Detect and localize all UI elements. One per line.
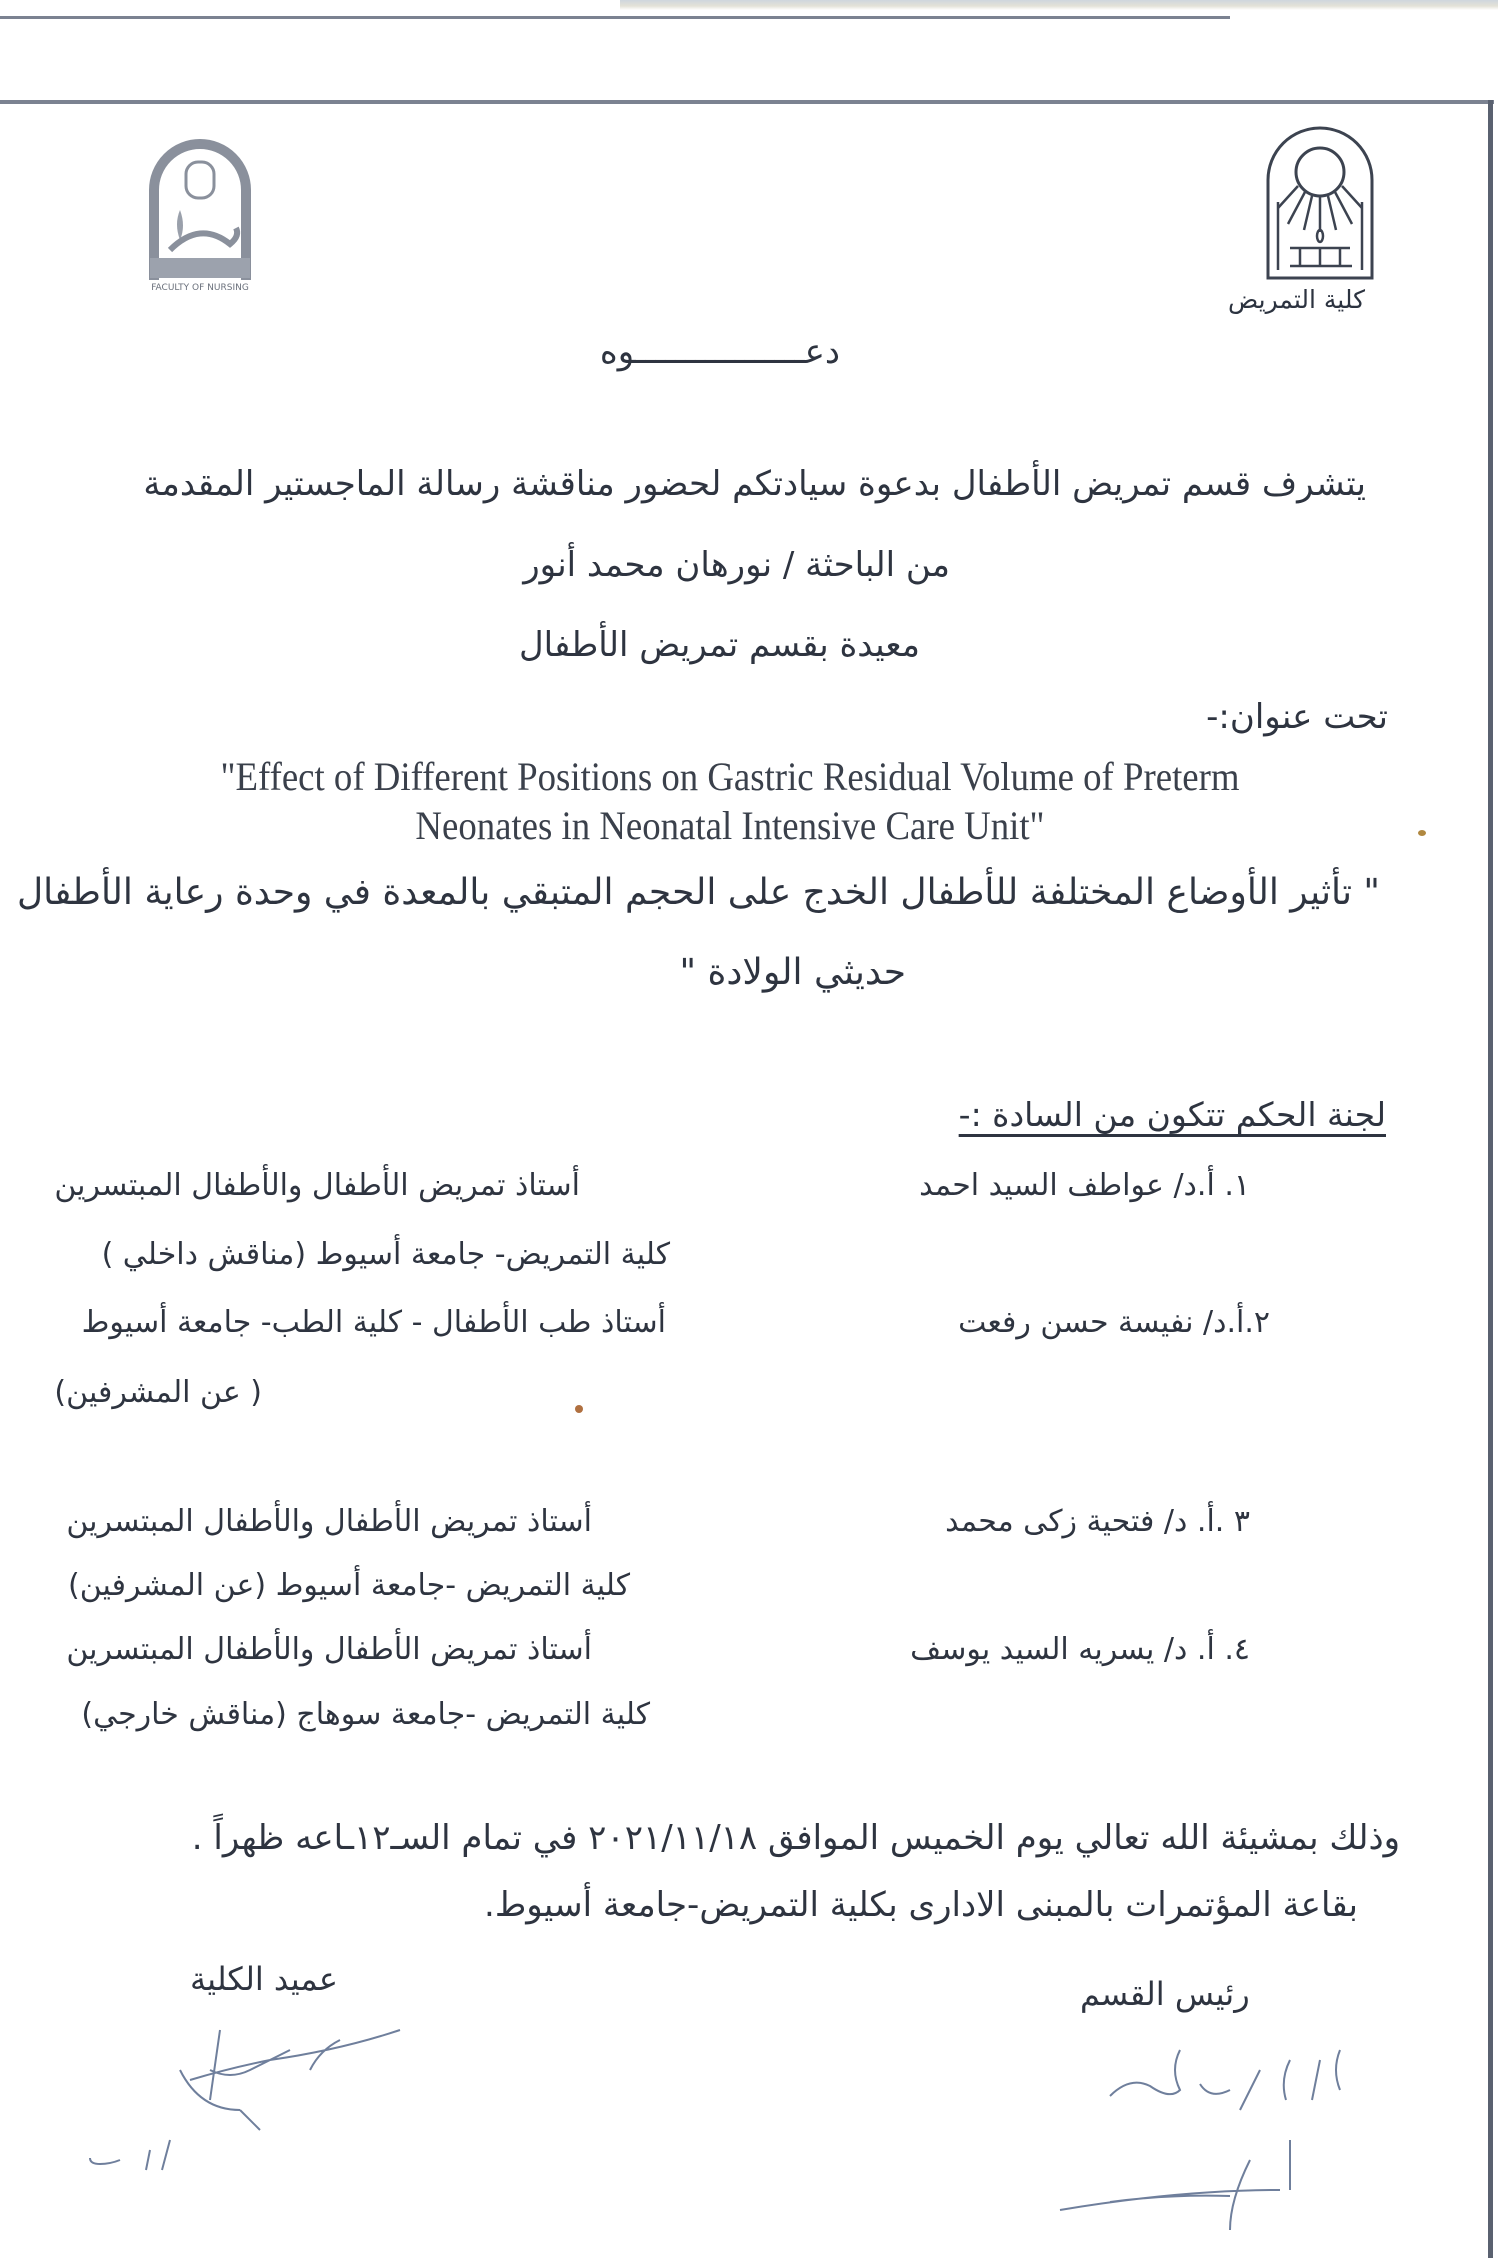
- committee-member-affiliation: كلية التمريض -جامعة سوهاج (مناقش خارجي): [81, 1697, 650, 1732]
- researcher-name: من الباحثة / نورهان محمد أنور: [523, 545, 950, 585]
- scan-edge: [620, 0, 1498, 10]
- committee-member-role: أستاذ تمريض الأطفال والأطفال المبتسرين: [66, 1632, 592, 1667]
- frame-top-border: [0, 100, 1494, 104]
- thesis-title-arabic-line-2: حديثي الولادة ": [679, 952, 906, 993]
- committee-member-affiliation: ( عن المشرفين): [54, 1375, 262, 1410]
- thesis-title-arabic-line-1: " تأثير الأوضاع المختلفة للأطفال الخدج على الحجم المتبقي بالمعدة في وحدة رعاية الأطفال: [16, 872, 1380, 913]
- committee-heading: لجنة الحكم تتكون من السادة :-: [958, 1095, 1386, 1134]
- committee-member-affiliation: كلية التمريض -جامعة أسيوط (عن المشرفين): [68, 1568, 630, 1603]
- committee-member-role: أستاذ طب الأطفال - كلية الطب- جامعة أسيوط: [81, 1305, 666, 1340]
- department-head-signature-icon: [960, 2030, 1360, 2214]
- committee-member-role: أستاذ تمريض الأطفال والأطفال المبتسرين: [66, 1504, 592, 1539]
- committee-member-role: أستاذ تمريض الأطفال والأطفال المبتسرين: [54, 1168, 580, 1203]
- faculty-of-nursing-logo-icon: [140, 130, 260, 294]
- committee-member-name: ١. أ.د/ عواطف السيد احمد: [919, 1168, 1250, 1203]
- scan-speck: [575, 1405, 583, 1413]
- assiut-university-logo-icon: [1260, 120, 1380, 284]
- invitation-intro: يتشرف قسم تمريض الأطفال بدعوة سيادتكم لحضور مناقشة رسالة الماجستير المقدمة: [143, 464, 1366, 504]
- thesis-title-english: [132, 752, 1328, 850]
- researcher-position: معيدة بقسم تمريض الأطفال: [518, 625, 920, 665]
- dean-signature-icon: [40, 2010, 420, 2174]
- document-title: دعـــــــــــــــــوه: [599, 332, 841, 372]
- event-location: بقاعة المؤتمرات بالمبنى الادارى بكلية التمريض-جامعة أسيوط.: [484, 1885, 1358, 1925]
- scan-speck: [1418, 830, 1426, 836]
- committee-member-affiliation: كلية التمريض- جامعة أسيوط (مناقش داخلي ): [101, 1237, 670, 1272]
- event-date-time: وذلك بمشيئة الله تعالي يوم الخميس الموافق ٢٠٢١/١١/١٨ في تمام السـ١٢ـاعه ظهراً .: [191, 1818, 1400, 1858]
- committee-member-name: ٣ .أ. د/ فتحية زكى محمد: [945, 1504, 1250, 1539]
- faculty-caption: كلية التمريض: [1228, 285, 1366, 314]
- thesis-title-english-line-1: "Effect of Different Positions on Gastric Residual Volume of Preterm: [220, 754, 1240, 799]
- frame-right-border: [1488, 100, 1493, 2258]
- svg-text:FACULTY OF NURSING: FACULTY OF NURSING: [151, 283, 249, 290]
- thesis-title-english-line-2: Neonates in Neonatal Intensive Care Unit": [415, 803, 1045, 848]
- dean-label: عميد الكلية: [190, 1960, 338, 1998]
- top-rule: [0, 16, 1230, 19]
- under-title-label: تحت عنوان:-: [1206, 697, 1388, 737]
- department-head-label: رئيس القسم: [1080, 1975, 1250, 2013]
- committee-member-name: ٤. أ. د/ يسريه السيد يوسف: [910, 1632, 1250, 1667]
- committee-member-name: ٢.أ.د/ نفيسة حسن رفعت: [958, 1305, 1270, 1340]
